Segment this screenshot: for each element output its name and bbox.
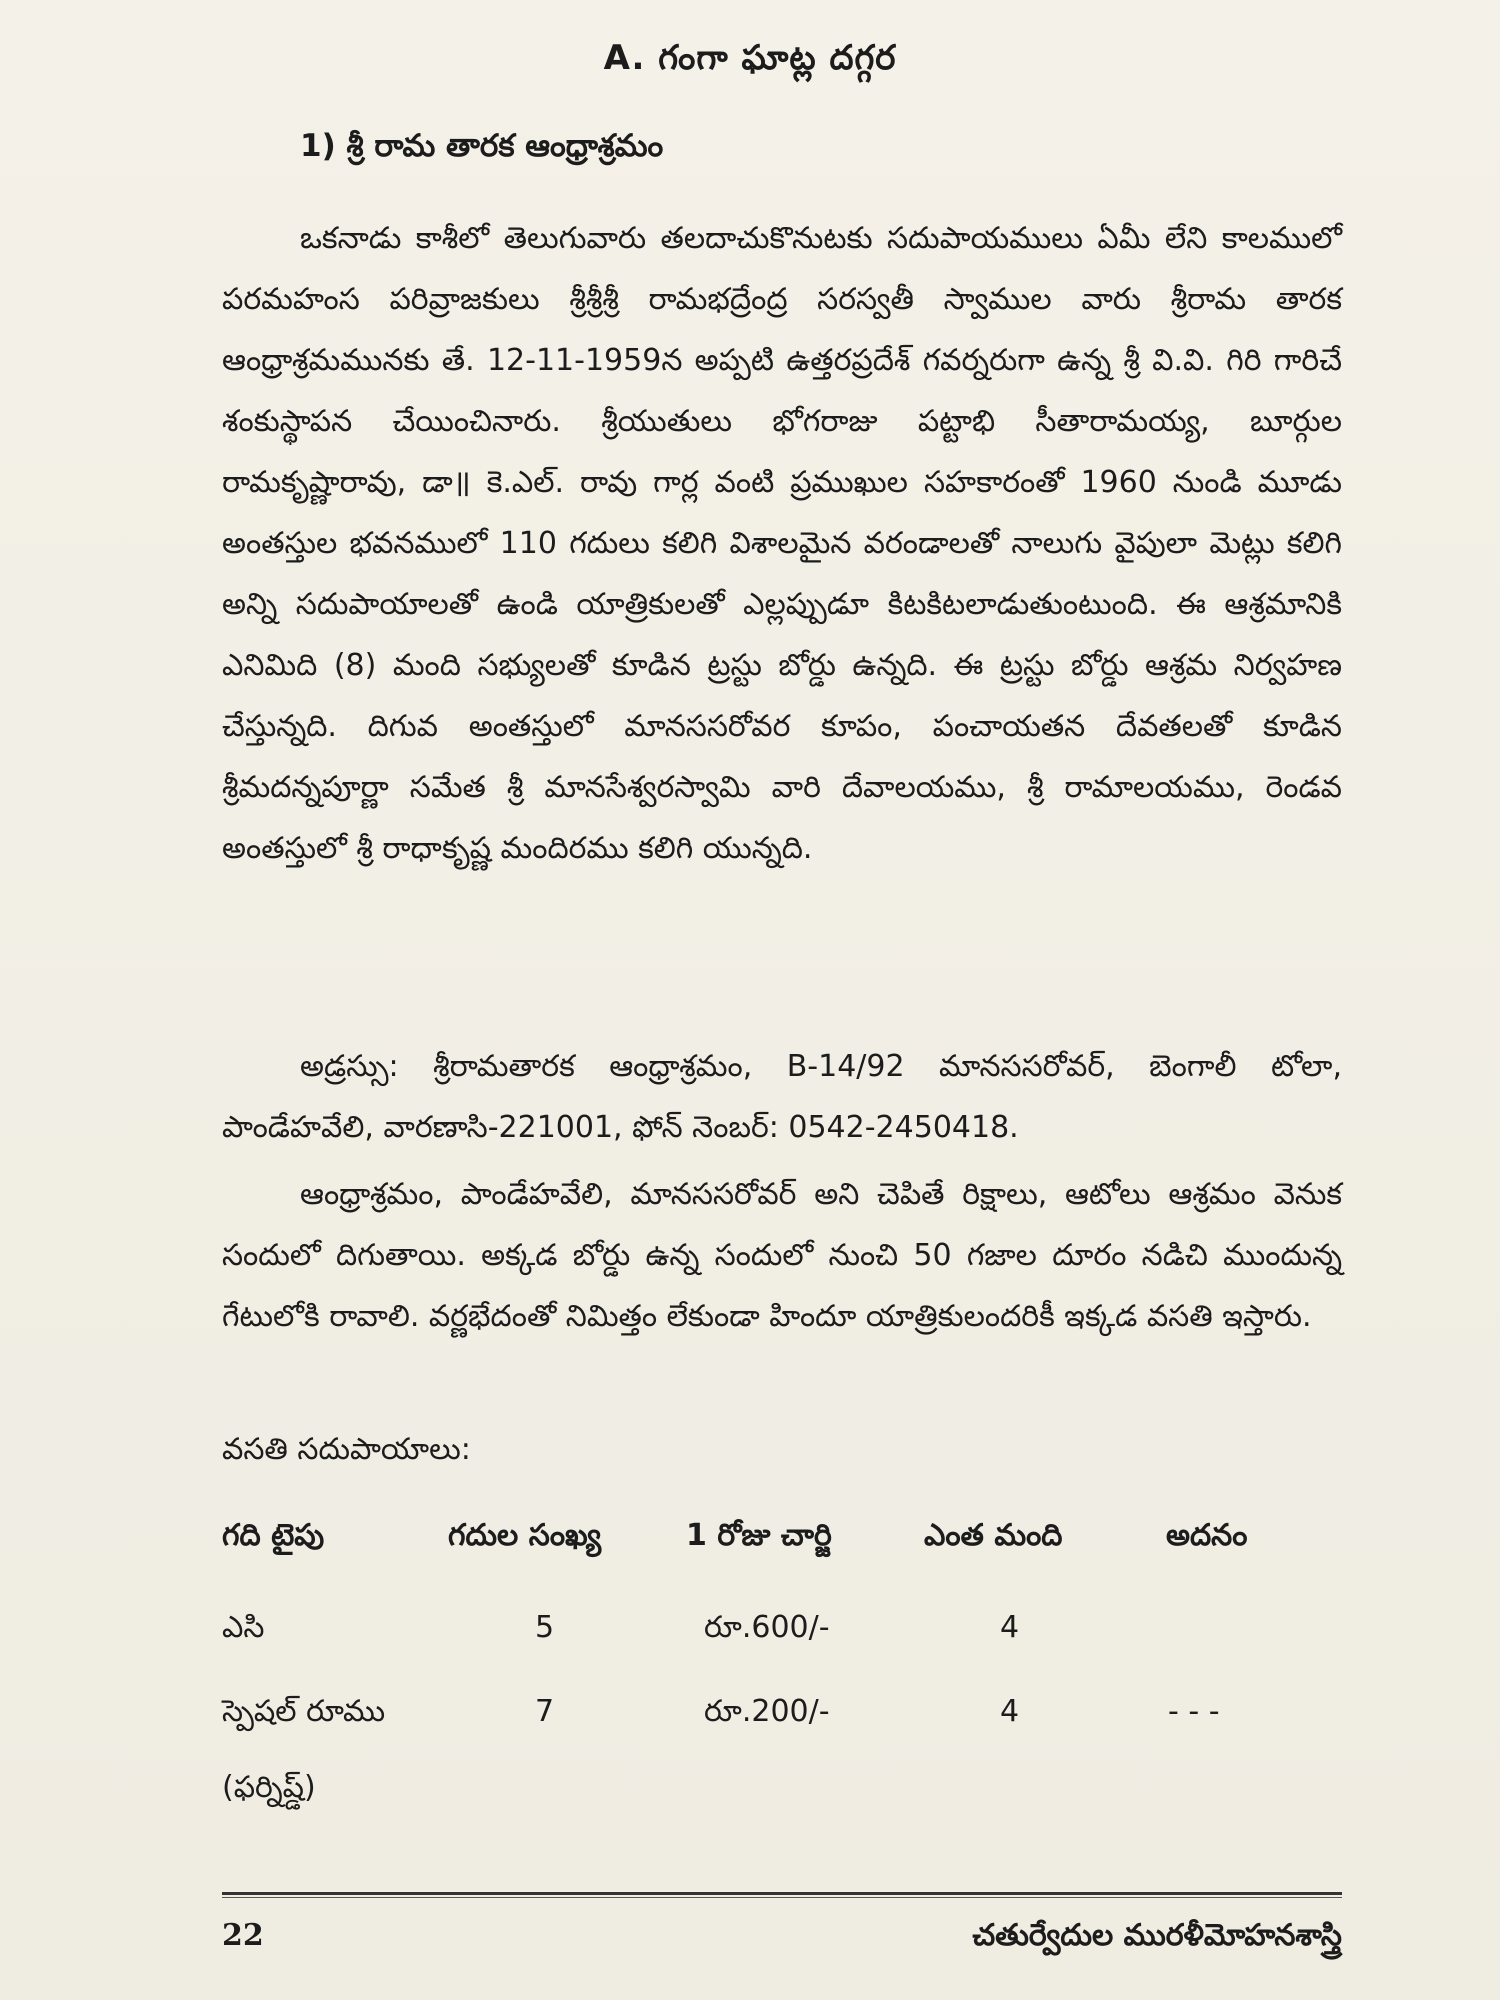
table-cell-room-count: 5 <box>535 1610 555 1645</box>
footer-divider-thin <box>222 1897 1342 1898</box>
address-text: అడ్రస్సు: శ్రీరామతారక ఆంధ్రాశ్రమం, B-14/92 మానససరోవర్, బెంగాలీ టోలా, పాండేహవేలి, వారణాసి-221001, ఫోన్ నెంబర్: 0542-2450418. <box>222 1049 1342 1145</box>
chapter-title: A. గంగా ఘాట్ల దగ్గర <box>603 38 897 78</box>
table-header-daily-charge: 1 రోజు చార్జి <box>686 1518 832 1553</box>
directions-text: ఆంధ్రాశ్రమం, పాండేహవేలి, మానససరోవర్ అని చెపితే రిక్షాలు, ఆటోలు ఆశ్రమం వెనుక సందులో దిగుతాయి. అక్కడ బోర్డు ఉన్న సందులో నుంచి 50 గజాల దూరం నడిచి ముందున్న గేటులోకి రావాలి. వర్ణభేదంతో నిమిత్తం లేకుండా హిందూ యాత్రికులందరికీ ఇక్కడ వసతి ఇస్తారు. <box>222 1177 1342 1334</box>
table-cell-room-type: స్పెషల్ రూము <box>222 1694 386 1729</box>
table-cell-room-type: ఎసి <box>222 1610 265 1645</box>
page-number: 22 <box>222 1918 264 1953</box>
table-cell-room-count: 7 <box>535 1694 555 1729</box>
table-cell-extra: - - - <box>1168 1694 1220 1729</box>
table-header-persons: ఎంత మంది <box>924 1518 1063 1553</box>
section-title: 1) శ్రీ రామ తారక ఆంధ్రాశ్రమం <box>300 128 664 164</box>
table-cell-persons: 4 <box>1000 1610 1020 1645</box>
table-cell-daily-charge: రూ.200/- <box>704 1694 830 1729</box>
facilities-label: వసతి సదుపాయాలు: <box>222 1432 471 1467</box>
history-paragraph <box>222 208 1342 879</box>
footer-author: చతుర్వేదుల మురళీమోహనశాస్త్రి <box>972 1918 1342 1953</box>
table-header-extra: అదనం <box>1166 1518 1248 1553</box>
table-cell-persons: 4 <box>1000 1694 1020 1729</box>
table-header-room-type: గది టైపు <box>222 1518 325 1553</box>
directions-paragraph <box>222 1164 1342 1347</box>
table-header-room-count: గదుల సంఖ్య <box>448 1518 602 1553</box>
address-paragraph <box>222 1036 1342 1158</box>
history-text: ఒకనాడు కాశీలో తెలుగువారు తలదాచుకొనుటకు సదుపాయములు ఏమీ లేని కాలములో పరమహంస పరివ్రాజకులు శ్రీశ్రీశ్రీ రామభద్రేంద్ర సరస్వతీ స్వాముల వారు శ్రీరామ తారక ఆంధ్రాశ్రమమునకు తే. 12-11-1959న అప్పటి ఉత్తరప్రదేశ్ గవర్నరుగా ఉన్న శ్రీ వి.వి. గిరి గారిచే శంకుస్థాపన చేయించినారు. శ్రీయుతులు భోగరాజు పట్టాభి సీతారామయ్య, బూర్గుల రామకృష్ణారావు, డా॥ కె.ఎల్. రావు గార్ల వంటి ప్రముఖుల సహకారంతో 1960 నుండి మూడు అంతస్తుల భవనములో 110 గదులు కలిగి విశాలమైన వరండాలతో నాలుగు వైపులా మెట్లు కలిగి అన్ని సదుపాయాలతో ఉండి యాత్రికులతో ఎల్లప్పుడూ కిటకిటలాడుతుంటుంది. ఈ ఆశ్రమానికి ఎనిమిది (8) మంది సభ్యులతో కూడిన ట్రస్టు బోర్డు ఉన్నది. ఈ ట్రస్టు బోర్డు ఆశ్రమ నిర్వహణ చేస్తున్నది. దిగువ అంతస్తులో మానససరోవర కూపం, పంచాయతన దేవతలతో కూడిన శ్రీమదన్నపూర్ణా సమేత శ్రీ మానసేశ్వరస్వామి వారి దేవాలయము, శ్రీ రామాలయము, రెండవ అంతస్తులో శ్రీ రాధాకృష్ణ మందిరము కలిగి యున్నది. <box>222 221 1342 866</box>
footer-divider <box>222 1892 1342 1895</box>
table-cell-room-type-note: (ఫర్నిష్డ్) <box>222 1770 316 1805</box>
table-cell-daily-charge: రూ.600/- <box>704 1610 830 1645</box>
